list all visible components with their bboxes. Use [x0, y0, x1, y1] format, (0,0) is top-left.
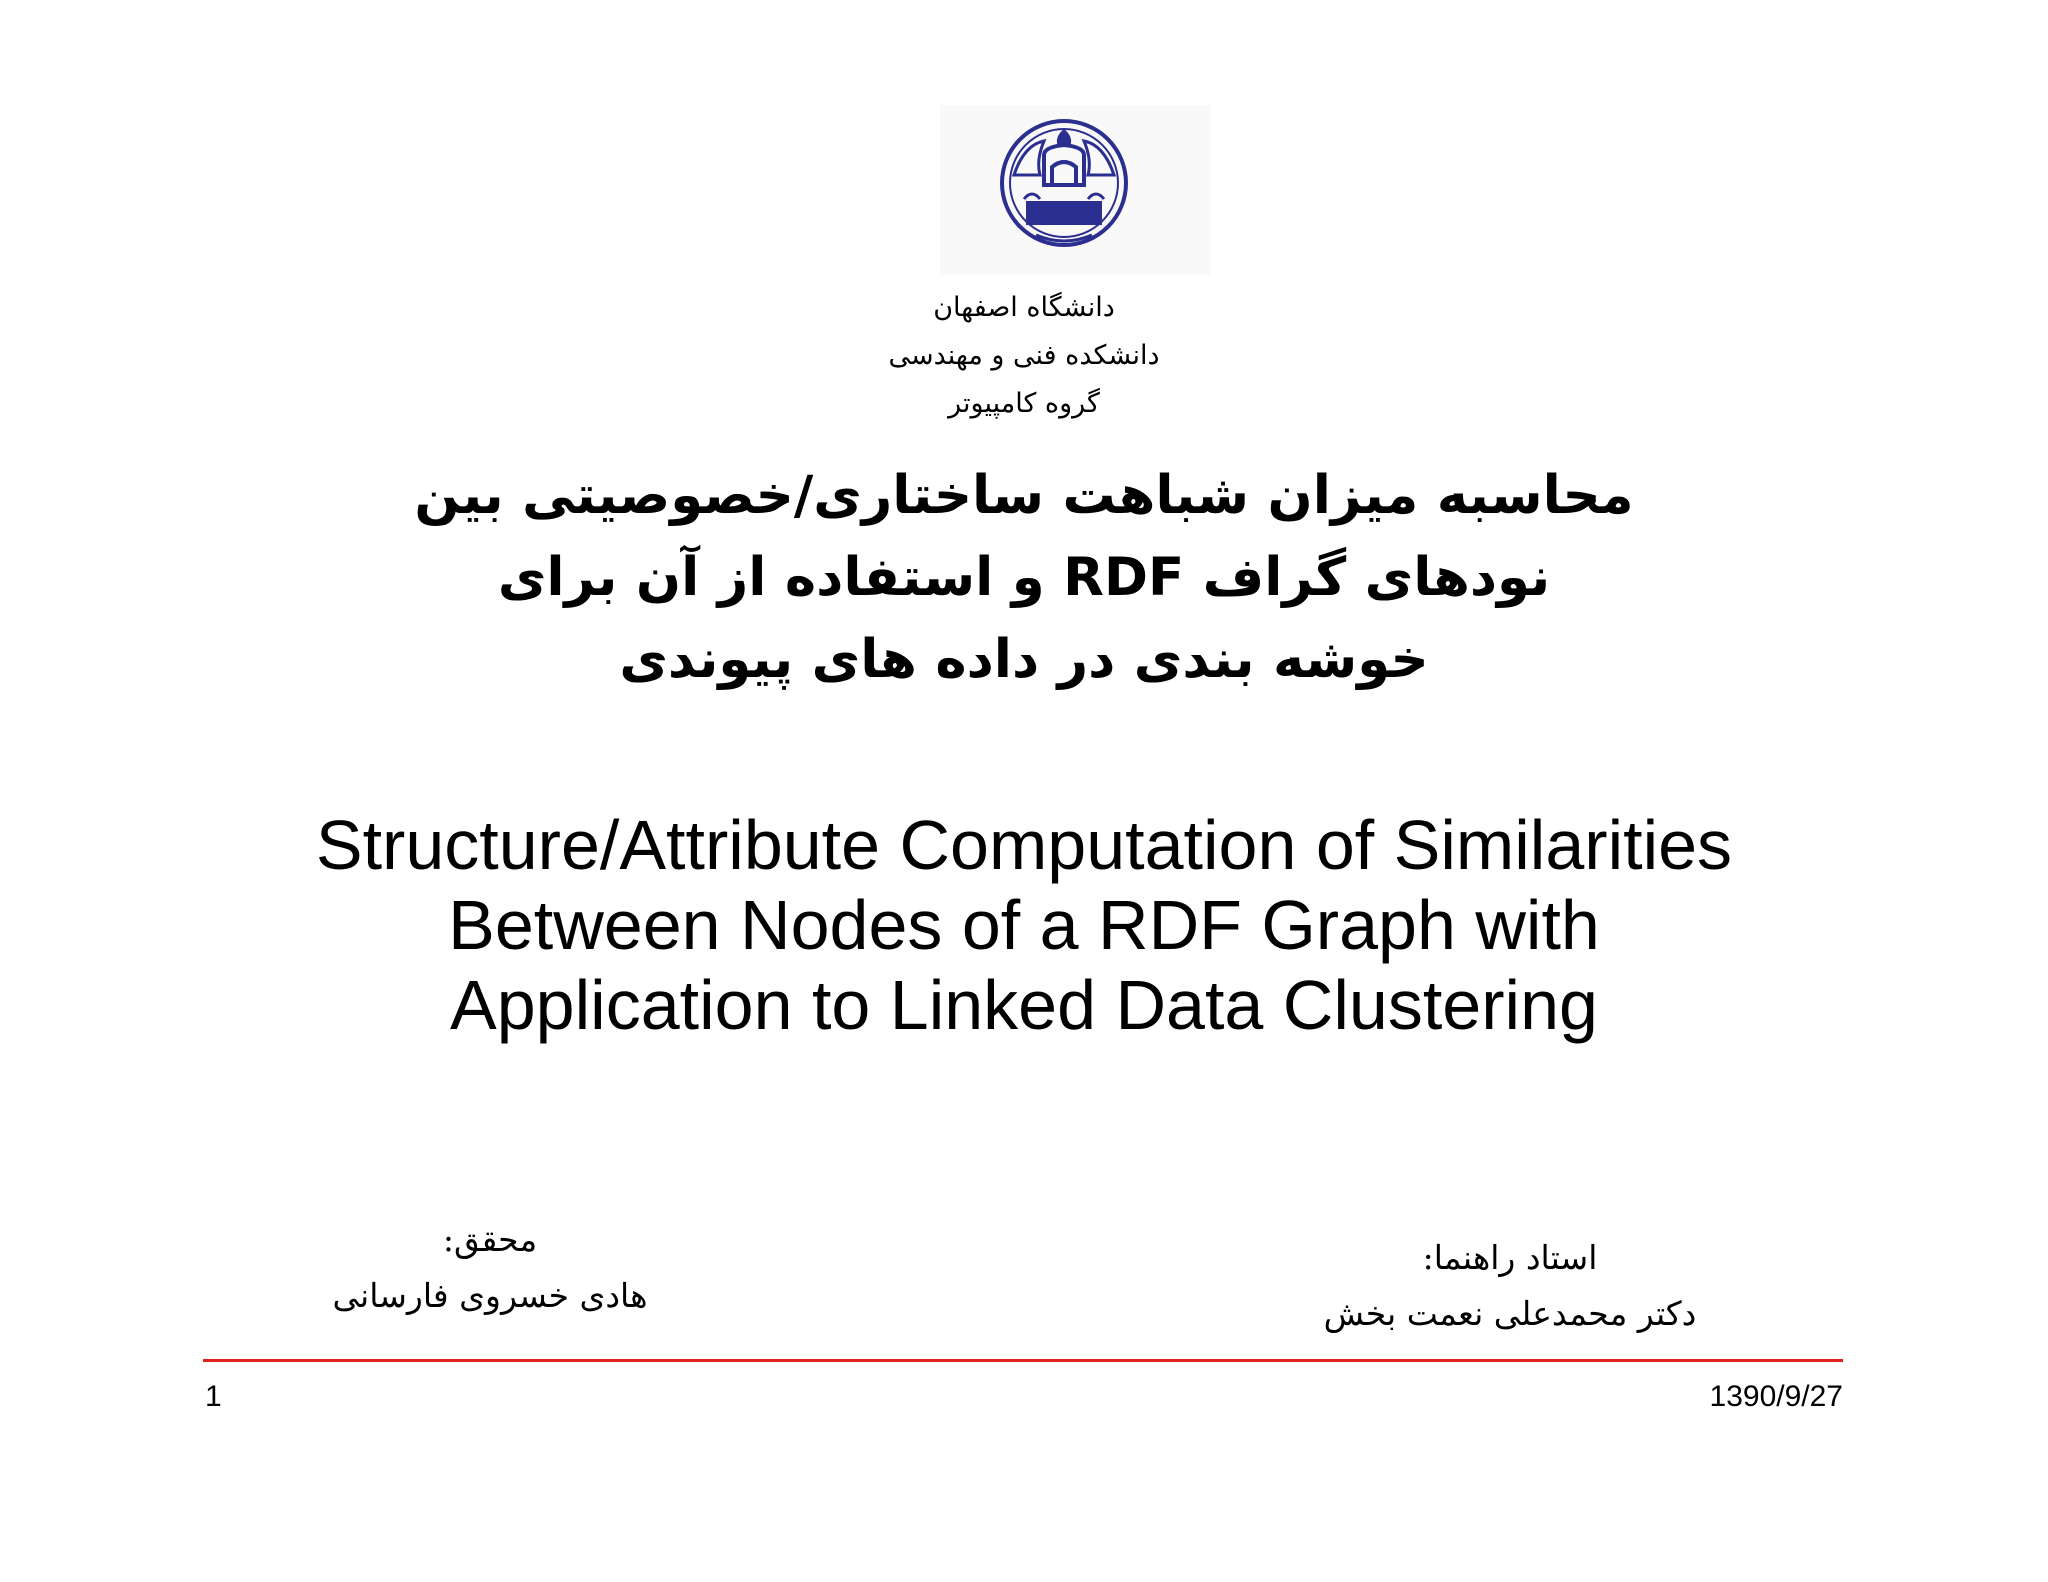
footer-divider: [203, 1359, 1843, 1362]
persian-title-line-1: محاسبه میزان شباهت ساختاری/خصوصیتی بین: [414, 465, 1634, 526]
english-title: [0, 805, 2048, 1045]
english-title-line-1: Structure/Attribute Computation of Similarities: [315, 806, 1733, 884]
page-number: 1: [205, 1380, 222, 1413]
advisor-block: [1250, 1230, 1770, 1342]
university-name: دانشگاه اصفهان: [933, 292, 1115, 323]
presentation-date: 1390/9/27: [1709, 1380, 1843, 1413]
university-logo: [940, 105, 1210, 275]
department-name: گروه کامپیوتر: [948, 388, 1100, 419]
persian-title: [0, 455, 2048, 701]
english-title-line-3: Application to Linked Data Clustering: [450, 966, 1598, 1044]
researcher-block: [290, 1212, 690, 1324]
advisor-label: استاد راهنما:: [1422, 1238, 1598, 1277]
persian-title-line-2: نودهای گراف RDF و استفاده از آن برای: [497, 547, 1551, 608]
english-title-line-2: Between Nodes of a RDF Graph with: [448, 886, 1600, 964]
faculty-name: دانشکده فنی و مهندسی: [888, 340, 1160, 371]
researcher-label: محقق:: [442, 1220, 538, 1259]
persian-title-line-3: خوشه بندی در داده های پیوندی: [619, 629, 1429, 690]
advisor-name: دکتر محمدعلی نعمت بخش: [1323, 1294, 1697, 1333]
university-seal-icon: [940, 105, 1210, 275]
researcher-name: هادی خسروی فارسانی: [332, 1276, 648, 1315]
